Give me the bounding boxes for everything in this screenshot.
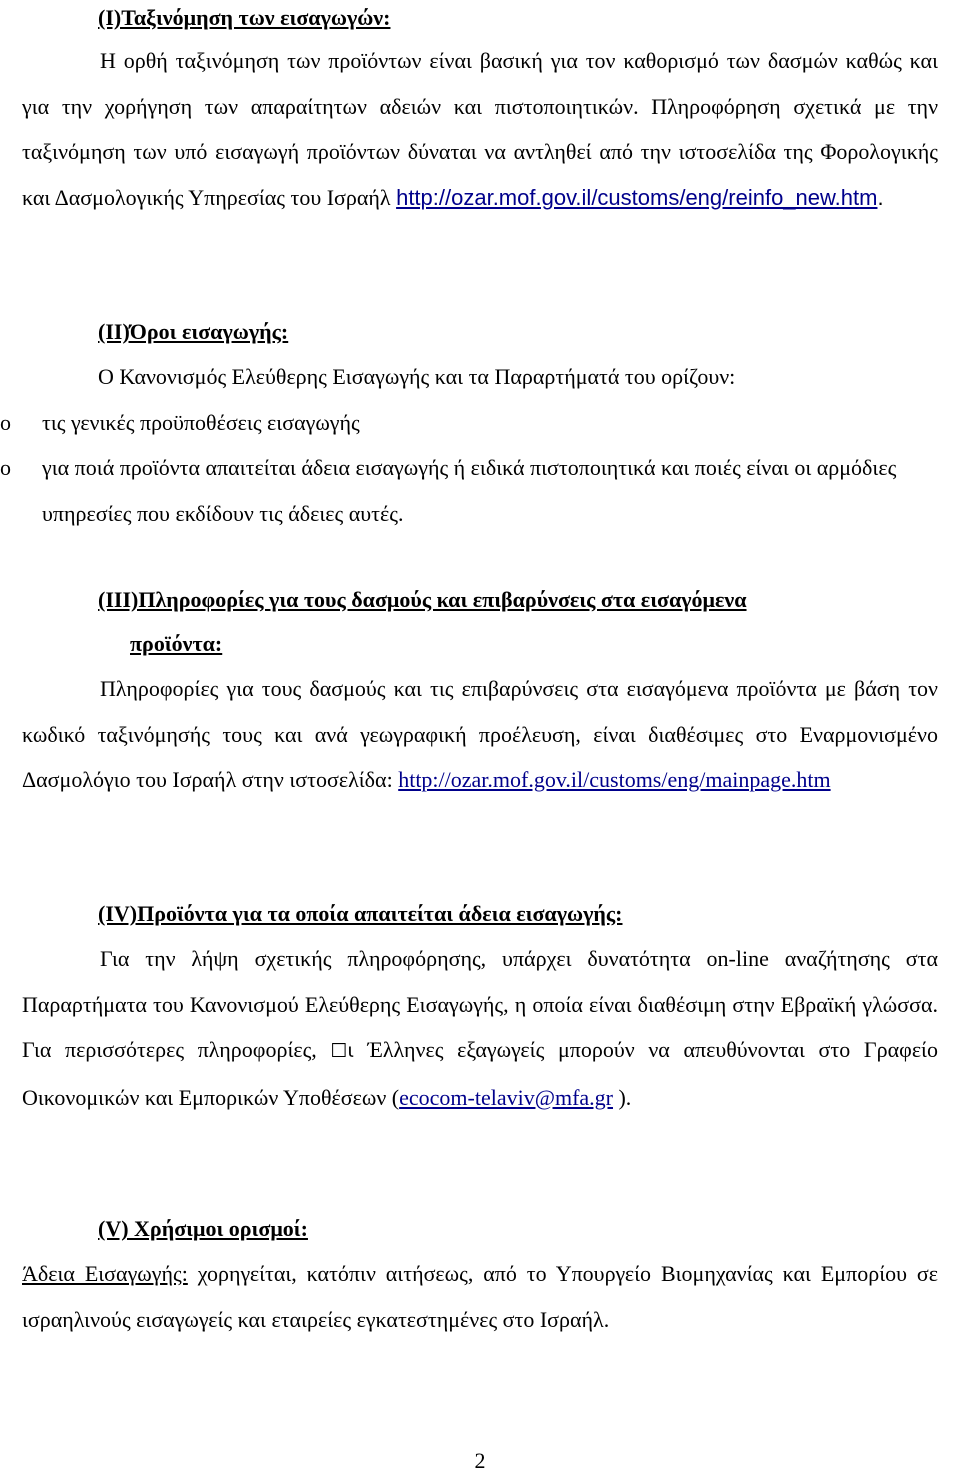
definition-term: Άδεια Εισαγωγής: [22,1261,188,1286]
section-duties [22,578,938,803]
paragraph: Η ορθή ταξινόμηση των προϊόντων είναι βασική για τον καθορισμό των δασμών καθώς και για την χορήγηση των απαραίτητων αδειών και πιστοποιητικών. Πληροφόρηση σχετικά με την ταξινόμηση των υπό εισαγωγή προϊόντων δύναται να αντληθεί από την ιστοσελίδα της Φορολογικής και Δασμολογικής Υπηρεσίας του Ισραήλ http://ozar.mof.gov.il/customs/eng/reinfo_new.htm. [22,48,939,210]
page-number: 2 [474,1448,486,1473]
section-import-license [22,892,938,1120]
list-item: o για ποιά προϊόντα απαιτείται άδεια εισαγωγής ή ειδικά πιστοποιητικά και ποιές είναι οι αρμόδιες υπηρεσίες που εκδίδουν τις άδειες αυτές. [0,455,897,526]
paragraph: Για την λήψη σχετικής πληροφόρησης, υπάρχει δυνατότητα on-line αναζήτησης στα Παραρτήματα του Κανονισμού Ελεύθερης Εισαγωγής, η οποία είναι διαθέσιμη στην Εβραϊκή γλώσσα. Για περισσότερες πληροφορίες, ☐ι Έλληνες εξαγωγείς μπορούν να απευθύνονται στο Γραφείο Οικονομικών και Εμπορικών Υποθέσεων (ecocom-telaviv@mfa.gr ). [22,946,938,1110]
email-link[interactable]: ecocom-telaviv@mfa.gr [399,1084,613,1110]
list-item: o τις γενικές προϋποθέσεις εισαγωγής [0,409,360,435]
customs-reinfo-link[interactable]: http://ozar.mof.gov.il/customs/eng/reinfo_new.htm [396,184,878,210]
section-title: (II)Όροι εισαγωγής: [98,319,289,344]
section-classification [22,0,938,220]
customs-mainpage-link[interactable]: http://ozar.mof.gov.il/customs/eng/mainpage.htm [398,767,831,792]
section-title: (I)Ταξινόμηση των εισαγωγών: [98,5,391,30]
paragraph: Ο Κανονισμός Ελεύθερης Εισαγωγής και τα Παραρτήματά του ορίζουν: [98,364,736,389]
section-import-terms [0,310,960,536]
paragraph: Πληροφορίες για τους δασμούς και τις επιβαρύνσεις στα εισαγόμενα προϊόντα με βάση τον κωδικό ταξινόμησής τους και ανά γεωγραφική προέλευση, είναι διαθέσιμες στο Εναρμονισμένο Δασμολόγιο του Ισραήλ στην ιστοσελίδα: http://ozar.mof.gov.il/customs/eng/mainpage.htm [22,676,938,792]
section-definitions [22,1207,938,1342]
section-title: (V) Χρήσιμοι ορισμοί: [98,1216,308,1241]
section-title: (IV)Προϊόντα για τα οποία απαιτείται άδεια εισαγωγής: [98,901,623,926]
glyph: ☐ι [330,1040,354,1062]
paragraph: Άδεια Εισαγωγής: χορηγείται, κατόπιν αιτήσεως, από το Υπουργείο Βιομηχανίας και Εμπορίου σε ισραηλινούς εισαγωγείς και εταιρείες εγκατεστημένες στο Ισραήλ. [22,1261,938,1332]
section-title: (ΙΙΙ)Πληροφορίες για τους δασμούς και επιβαρύνσεις στα εισαγόμενα προϊόντα: [98,587,747,656]
